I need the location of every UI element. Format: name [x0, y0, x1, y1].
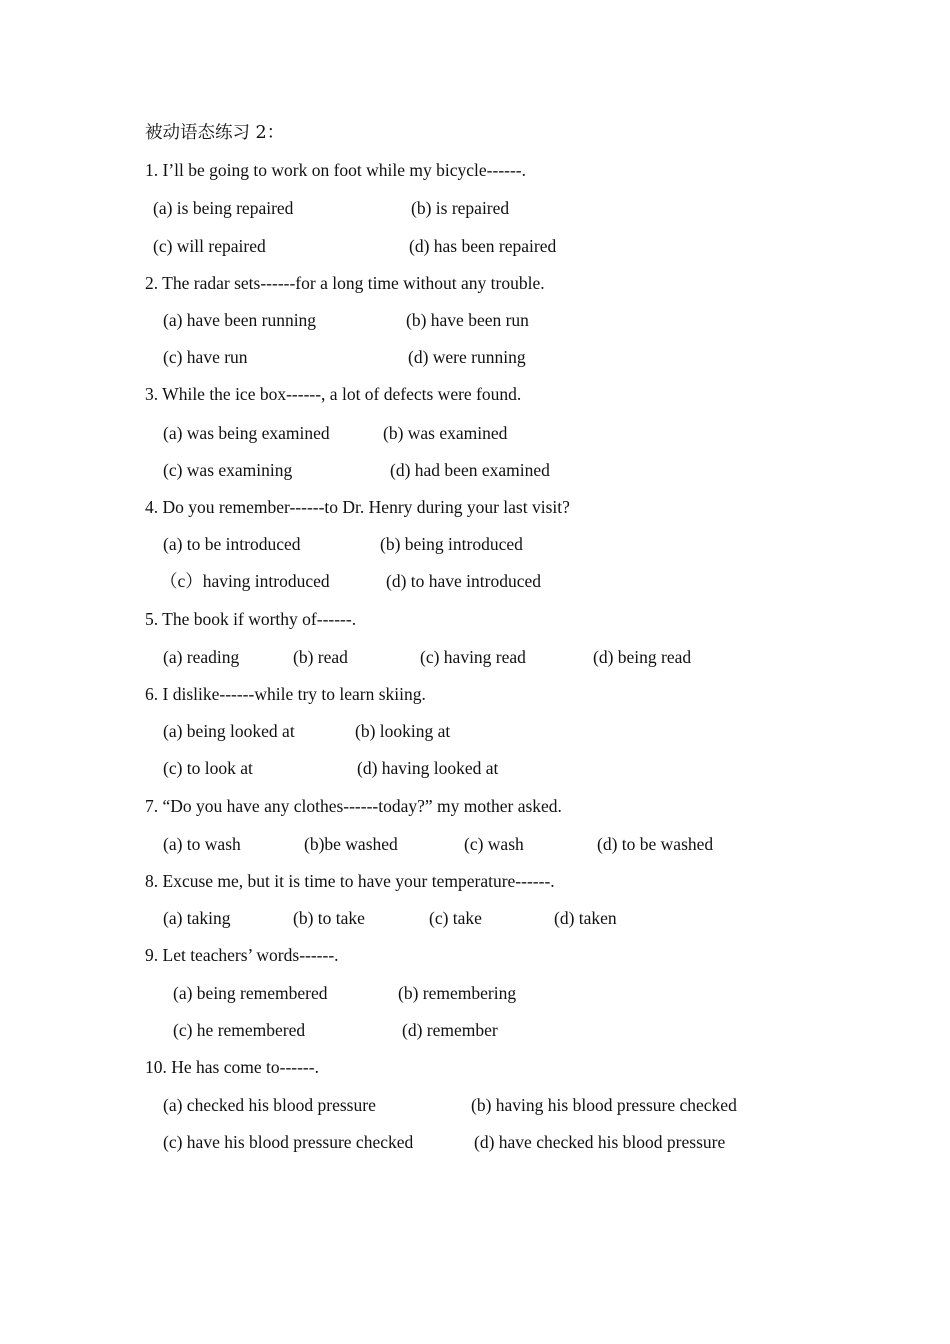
question-9-option-c: (c) he remembered	[173, 1020, 306, 1040]
question-3-option-d: (d) had been examined	[390, 460, 550, 480]
question-10-option-b: (b) having his blood pressure checked	[471, 1095, 737, 1115]
question-5-option-d: (d) being read	[593, 647, 692, 667]
question-10-option-c: (c) have his blood pressure checked	[163, 1132, 414, 1152]
question-2-option-d: (d) were running	[408, 347, 526, 367]
question-8-option-b: (b) to take	[293, 908, 365, 928]
question-9-option-d: (d) remember	[402, 1020, 498, 1040]
question-6-stem: 6. I dislike------while try to learn skiing.	[145, 684, 426, 704]
question-7-option-d: (d) to be washed	[597, 834, 714, 854]
question-8-option-c: (c) take	[429, 908, 482, 928]
question-2-stem: 2. The radar sets------for a long time without any trouble.	[145, 273, 545, 293]
question-3-option-a: (a) was being examined	[163, 423, 330, 443]
question-4-option-c: （c）having introduced	[160, 571, 330, 591]
question-4-option-a: (a) to be introduced	[163, 534, 301, 554]
question-1-option-a: (a) is being repaired	[153, 198, 294, 218]
question-1-stem: 1. I’ll be going to work on foot while my bicycle------.	[145, 160, 527, 180]
question-8-stem: 8. Excuse me, but it is time to have your temperature------.	[145, 871, 555, 891]
question-7-option-a: (a) to wash	[163, 834, 241, 854]
question-3-option-b: (b) was examined	[383, 423, 508, 443]
question-6-option-a: (a) being looked at	[163, 721, 295, 741]
question-1-option-b: (b) is repaired	[411, 198, 510, 218]
question-10-option-a: (a) checked his blood pressure	[163, 1095, 376, 1115]
question-5-option-a: (a) reading	[163, 647, 240, 667]
question-8-option-a: (a) taking	[163, 908, 231, 928]
question-3-stem: 3. While the ice box------, a lot of defects were found.	[145, 384, 522, 404]
question-8-option-d: (d) taken	[554, 908, 617, 928]
question-6-option-d: (d) having looked at	[357, 758, 499, 778]
question-10-option-d: (d) have checked his blood pressure	[474, 1132, 726, 1152]
question-2-option-c: (c) have run	[163, 347, 248, 367]
question-5-stem: 5. The book if worthy of------.	[145, 609, 357, 629]
question-3-option-c: (c) was examining	[163, 460, 293, 480]
question-2-option-a: (a) have been running	[163, 310, 317, 330]
question-1-option-c: (c) will repaired	[153, 236, 266, 256]
question-5-option-c: (c) having read	[420, 647, 526, 667]
question-2-option-b: (b) have been run	[406, 310, 529, 330]
question-7-option-b: (b)be washed	[304, 834, 398, 854]
question-4-option-b: (b) being introduced	[380, 534, 523, 554]
question-6-option-b: (b) looking at	[355, 721, 451, 741]
question-1-option-d: (d) has been repaired	[409, 236, 557, 256]
question-10-stem: 10. He has come to------.	[145, 1057, 319, 1077]
question-9-stem: 9. Let teachers’ words------.	[145, 945, 339, 965]
page-title: 被动语态练习 2：	[145, 123, 285, 143]
question-9-option-a: (a) being remembered	[173, 983, 328, 1003]
question-7-stem: 7. “Do you have any clothes------today?” my mother asked.	[145, 796, 562, 816]
question-4-option-d: (d) to have introduced	[386, 571, 542, 591]
question-7-option-c: (c) wash	[464, 834, 524, 854]
question-6-option-c: (c) to look at	[163, 758, 253, 778]
question-4-stem: 4. Do you remember------to Dr. Henry during your last visit?	[145, 497, 570, 517]
question-5-option-b: (b) read	[293, 647, 348, 667]
question-9-option-b: (b) remembering	[398, 983, 517, 1003]
